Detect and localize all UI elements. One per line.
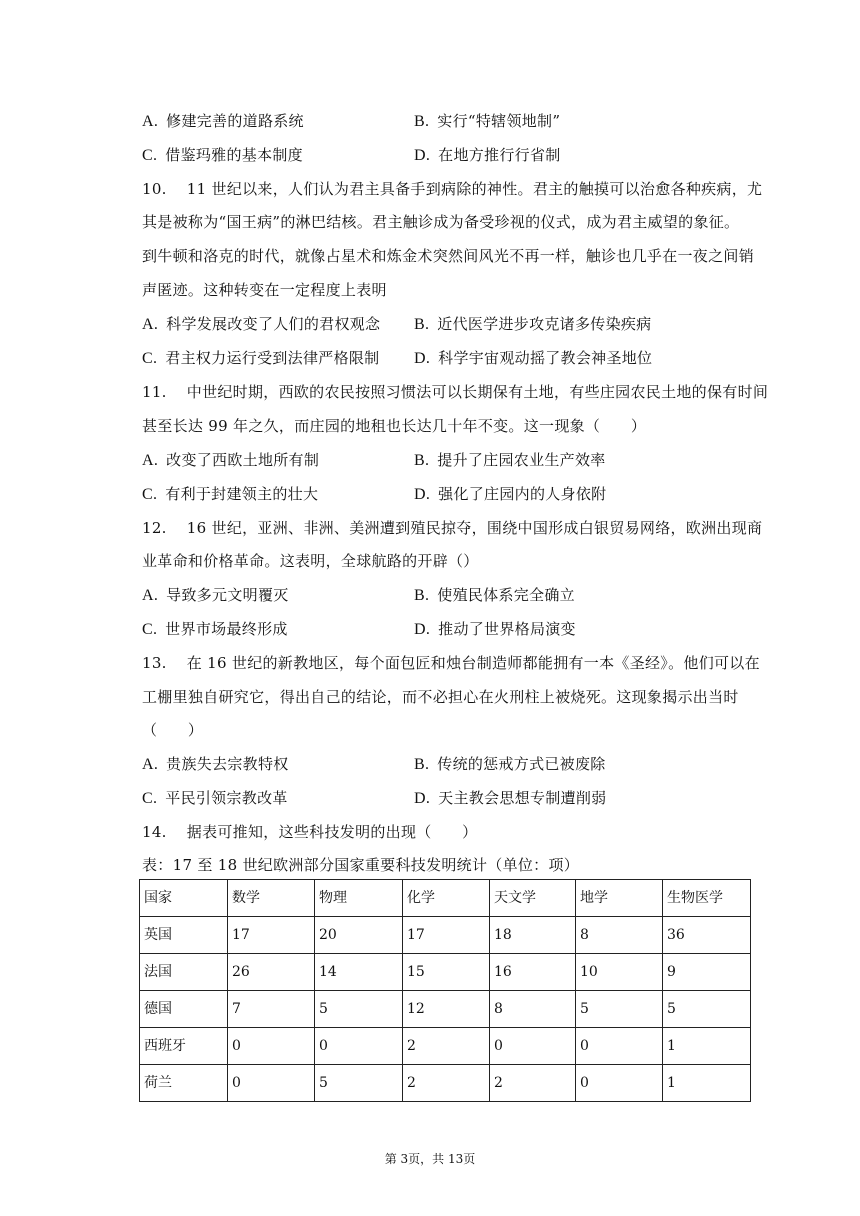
table-cell: 15 [403, 954, 490, 991]
table-cell: 20 [315, 917, 403, 954]
table-cell: 14 [315, 954, 403, 991]
q10-number: 10. [142, 180, 167, 198]
q10-line-1: 10. 11 世纪以来，人们认为君主具备手到病除的神性。君主的触摸可以治愈各种疾病，尤 [142, 180, 763, 198]
page-footer: 第 3页，共 13页 [384, 1152, 476, 1166]
table-cell: 36 [663, 917, 751, 954]
q12-option-c: C. 世界市场最终形成 [142, 620, 288, 638]
q12-number: 12. [142, 519, 167, 537]
table-header-cell: 国家 [140, 880, 228, 917]
q10-line-2: 其是被称为“国王病”的淋巴结核。君主触诊成为备受珍视的仪式，成为君主威望的象征。 [142, 213, 740, 231]
q10-line-3: 到牛顿和洛克的时代，就像占星术和炼金术突然间风光不再一样，触诊也几乎在一夜之间销 [142, 247, 755, 265]
table-cell: 西班牙 [140, 1028, 228, 1065]
table-cell: 荷兰 [140, 1065, 228, 1102]
table-cell: 5 [315, 991, 403, 1028]
table-cell: 英国 [140, 917, 228, 954]
table-header-cell: 化学 [403, 880, 490, 917]
table-cell: 2 [403, 1065, 490, 1102]
table-header-cell: 数学 [228, 880, 315, 917]
table-cell: 10 [576, 954, 663, 991]
table-row [140, 1028, 751, 1065]
table-cell: 2 [403, 1028, 490, 1065]
table-cell: 1 [663, 1065, 751, 1102]
q12-line-2: 业革命和价格革命。这表明，全球航路的开辟（） [142, 552, 479, 570]
table-cell: 0 [490, 1028, 576, 1065]
table-cell: 5 [315, 1065, 403, 1102]
table-header-cell: 生物医学 [663, 880, 751, 917]
q11-option-a: A. 改变了西欧土地所有制 [142, 451, 320, 469]
table-cell: 0 [315, 1028, 403, 1065]
q9-option-c: C. 借鉴玛雅的基本制度 [142, 146, 303, 164]
table-cell: 18 [490, 917, 576, 954]
table-cell: 0 [576, 1028, 663, 1065]
table-cell: 5 [663, 991, 751, 1028]
q10-option-a: A. 科学发展改变了人们的君权观念 [142, 315, 381, 333]
table-cell: 8 [490, 991, 576, 1028]
q13-number: 13. [142, 654, 167, 672]
q12-option-a: A. 导致多元文明覆灭 [142, 586, 289, 604]
table-row [140, 991, 751, 1028]
q14-line-1: 14. 据表可推知，这些科技发明的出现（ ） [142, 823, 478, 841]
q12-line-1: 12. 16 世纪，亚洲、非洲、美洲遭到殖民掠夺，围绕中国形成白银贸易网络，欧洲出现商 [142, 519, 763, 537]
table-cell: 德国 [140, 991, 228, 1028]
q13-option-a: A. 贵族失去宗教特权 [142, 755, 289, 773]
table-header-cell: 物理 [315, 880, 403, 917]
q10-line-4: 声匿迹。这种转变在一定程度上表明 [142, 281, 387, 299]
table-cell: 8 [576, 917, 663, 954]
table-cell: 2 [490, 1065, 576, 1102]
q10-option-c: C. 君主权力运行受到法律严格限制 [142, 349, 380, 367]
q12-option-b: B. 使殖民体系完全确立 [414, 586, 575, 604]
invention-statistics-table [139, 879, 751, 1102]
table-cell: 17 [403, 917, 490, 954]
q12-option-d: D. 推动了世界格局演变 [414, 620, 576, 638]
table-cell: 12 [403, 991, 490, 1028]
q9-option-b: B. 实行“特辖领地制” [414, 112, 561, 130]
q14-number: 14. [142, 823, 167, 841]
table-header-row [140, 880, 751, 917]
table-cell: 1 [663, 1028, 751, 1065]
q10-option-d: D. 科学宇宙观动摇了教会神圣地位 [414, 349, 653, 367]
q11-line-1: 11. 中世纪时期，西欧的农民按照习惯法可以长期保有土地，有些庄园农民土地的保有时间 [142, 383, 769, 401]
table-row [140, 1065, 751, 1102]
q13-option-d: D. 天主教会思想专制遭削弱 [414, 789, 607, 807]
q13-line-3: （ ） [142, 721, 204, 739]
table-row [140, 917, 751, 954]
table-cell: 17 [228, 917, 315, 954]
table-cell: 5 [576, 991, 663, 1028]
table-cell: 16 [490, 954, 576, 991]
table-cell: 7 [228, 991, 315, 1028]
q11-option-c: C. 有利于封建领主的壮大 [142, 485, 319, 503]
q11-number: 11. [142, 383, 167, 401]
table-header-cell: 地学 [576, 880, 663, 917]
q11-option-b: B. 提升了庄园农业生产效率 [414, 451, 606, 469]
table-cell: 9 [663, 954, 751, 991]
table-cell: 0 [228, 1065, 315, 1102]
q11-option-d: D. 强化了庄园内的人身依附 [414, 485, 607, 503]
table-cell: 0 [576, 1065, 663, 1102]
table-header-cell: 天文学 [490, 880, 576, 917]
q9-option-d: D. 在地方推行行省制 [414, 146, 561, 164]
table-row [140, 954, 751, 991]
q13-option-b: B. 传统的惩戒方式已被废除 [414, 755, 606, 773]
table-cell: 法国 [140, 954, 228, 991]
q11-line-2: 甚至长达 99 年之久，而庄园的地租也长达几十年不变。这一现象（ ） [142, 417, 647, 435]
table-cell: 26 [228, 954, 315, 991]
q13-line-2: 工棚里独自研究它，得出自己的结论，而不必担心在火刑柱上被烧死。这现象揭示出当时 [142, 688, 739, 706]
q13-option-c: C. 平民引领宗教改革 [142, 789, 288, 807]
q9-option-a: A. 修建完善的道路系统 [142, 112, 304, 130]
q13-line-1: 13. 在 16 世纪的新教地区，每个面包匠和烛台制造师都能拥有一本《圣经》。他们可以在 [142, 654, 760, 672]
table-caption: 表：17 至 18 世纪欧洲部分国家重要科技发明统计（单位：项） [142, 856, 580, 874]
q10-option-b: B. 近代医学进步攻克诸多传染疾病 [414, 315, 652, 333]
table-cell: 0 [228, 1028, 315, 1065]
